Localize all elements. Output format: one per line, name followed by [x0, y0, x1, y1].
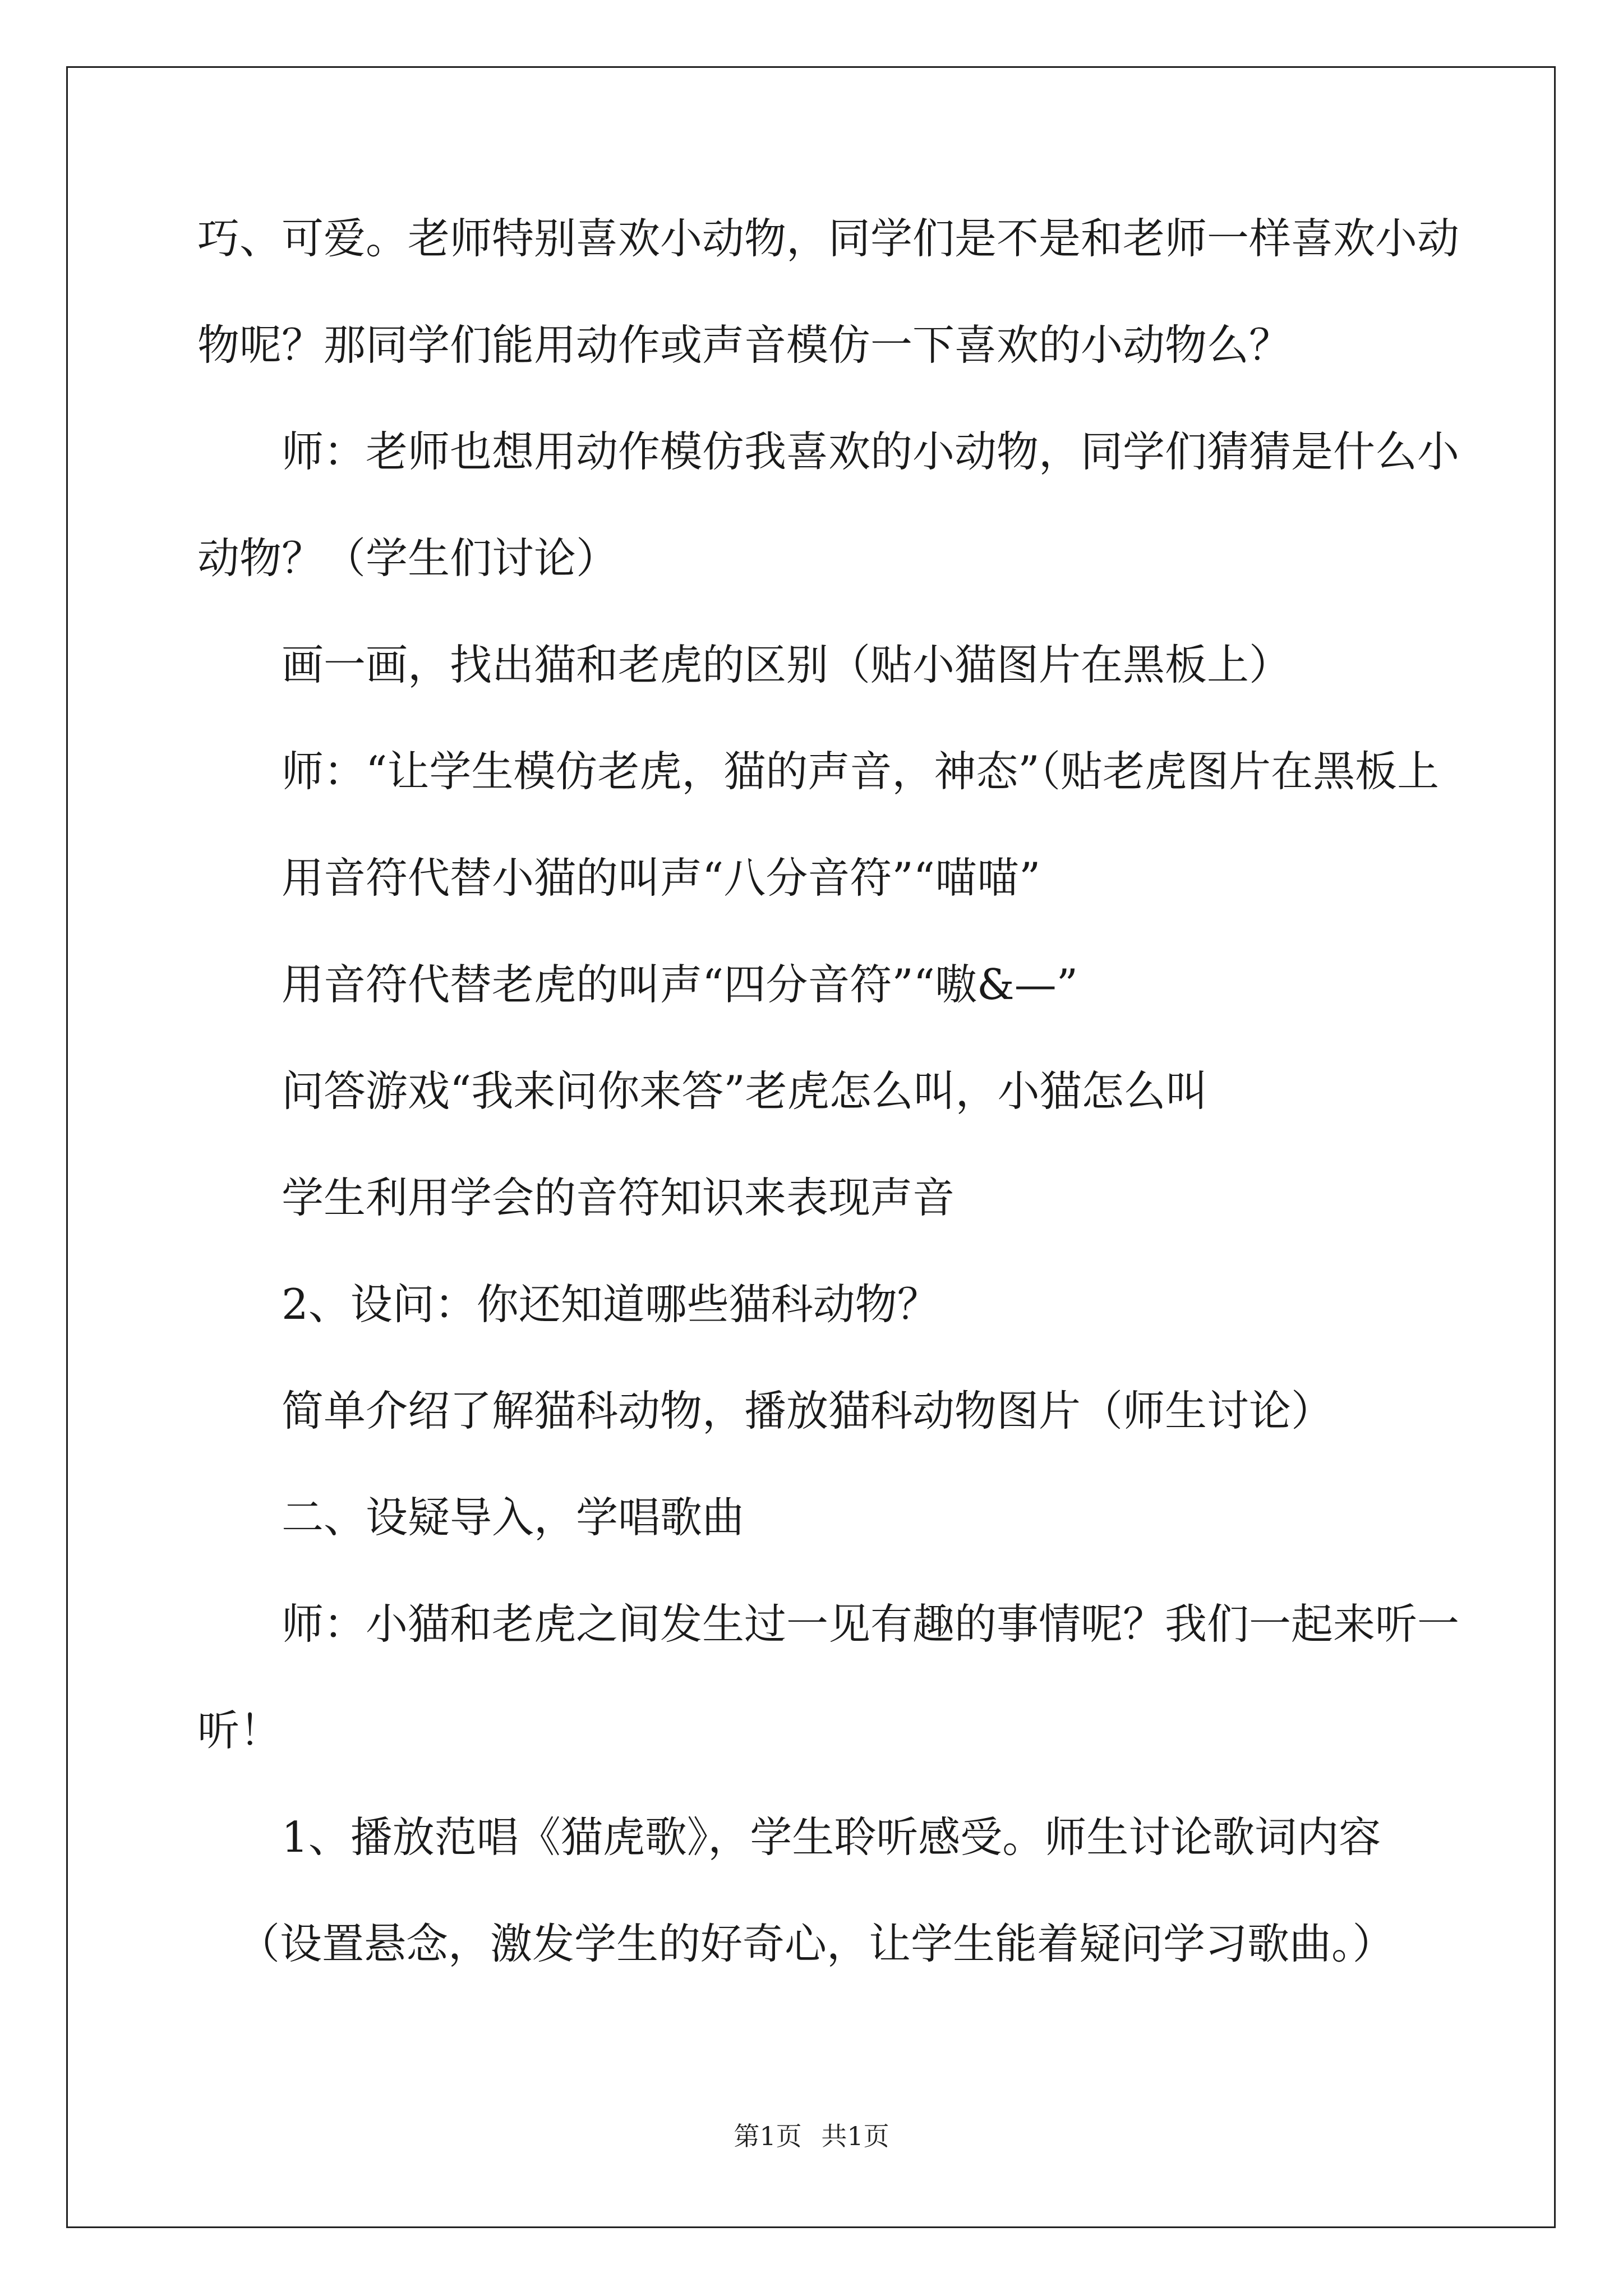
text-line: 听！ — [197, 1706, 282, 1755]
text-line: （设置悬念，激发学生的好奇心，让学生能着疑问学习歌曲。） — [238, 1919, 1395, 1968]
document-body — [197, 213, 1460, 2025]
page-footer — [0, 2120, 1623, 2152]
text-line: 问答游戏“我来问你来答”老虎怎么叫，小猫怎么叫 — [282, 1066, 1208, 1116]
text-line: 师：“让学生模仿老虎，猫的声音，神态”（贴老虎图片在黑板上 — [282, 747, 1440, 796]
text-line: 画一画，找出猫和老虎的区别（贴小猫图片在黑板上） — [282, 640, 1292, 689]
section-heading: 二、设疑导入，学唱歌曲 — [282, 1493, 745, 1542]
text-line: 学生利用学会的音符知识来表现声音 — [282, 1173, 955, 1222]
text-line: 1、播放范唱《猫虎歌》，学生聆听感受。师生讨论歌词内容 — [282, 1812, 1381, 1862]
text-line: 物呢？那同学们能用动作或声音模仿一下喜欢的小动物么？ — [197, 320, 1292, 370]
page-number: 第1页 — [734, 2121, 802, 2151]
text-line: 动物？（学生们讨论） — [197, 533, 619, 583]
text-line: 用音符代替小猫的叫声“八分音符”“喵喵” — [282, 853, 1041, 903]
page-total: 共1页 — [821, 2121, 889, 2151]
text-line: 用音符代替老虎的叫声“四分音符”“嗷&—” — [282, 960, 1078, 1009]
text-line: 简单介绍了解猫科动物，播放猫科动物图片（师生讨论） — [282, 1386, 1334, 1435]
text-line: 巧、可爱。老师特别喜欢小动物，同学们是不是和老师一样喜欢小动 — [197, 214, 1460, 263]
text-line: 师：老师也想用动作模仿我喜欢的小动物，同学们猜猜是什么小 — [282, 427, 1460, 476]
text-line: 2、设问：你还知道哪些猫科动物？ — [282, 1280, 939, 1329]
text-line: 师：小猫和老虎之间发生过一见有趣的事情呢？我们一起来听一 — [282, 1599, 1460, 1649]
